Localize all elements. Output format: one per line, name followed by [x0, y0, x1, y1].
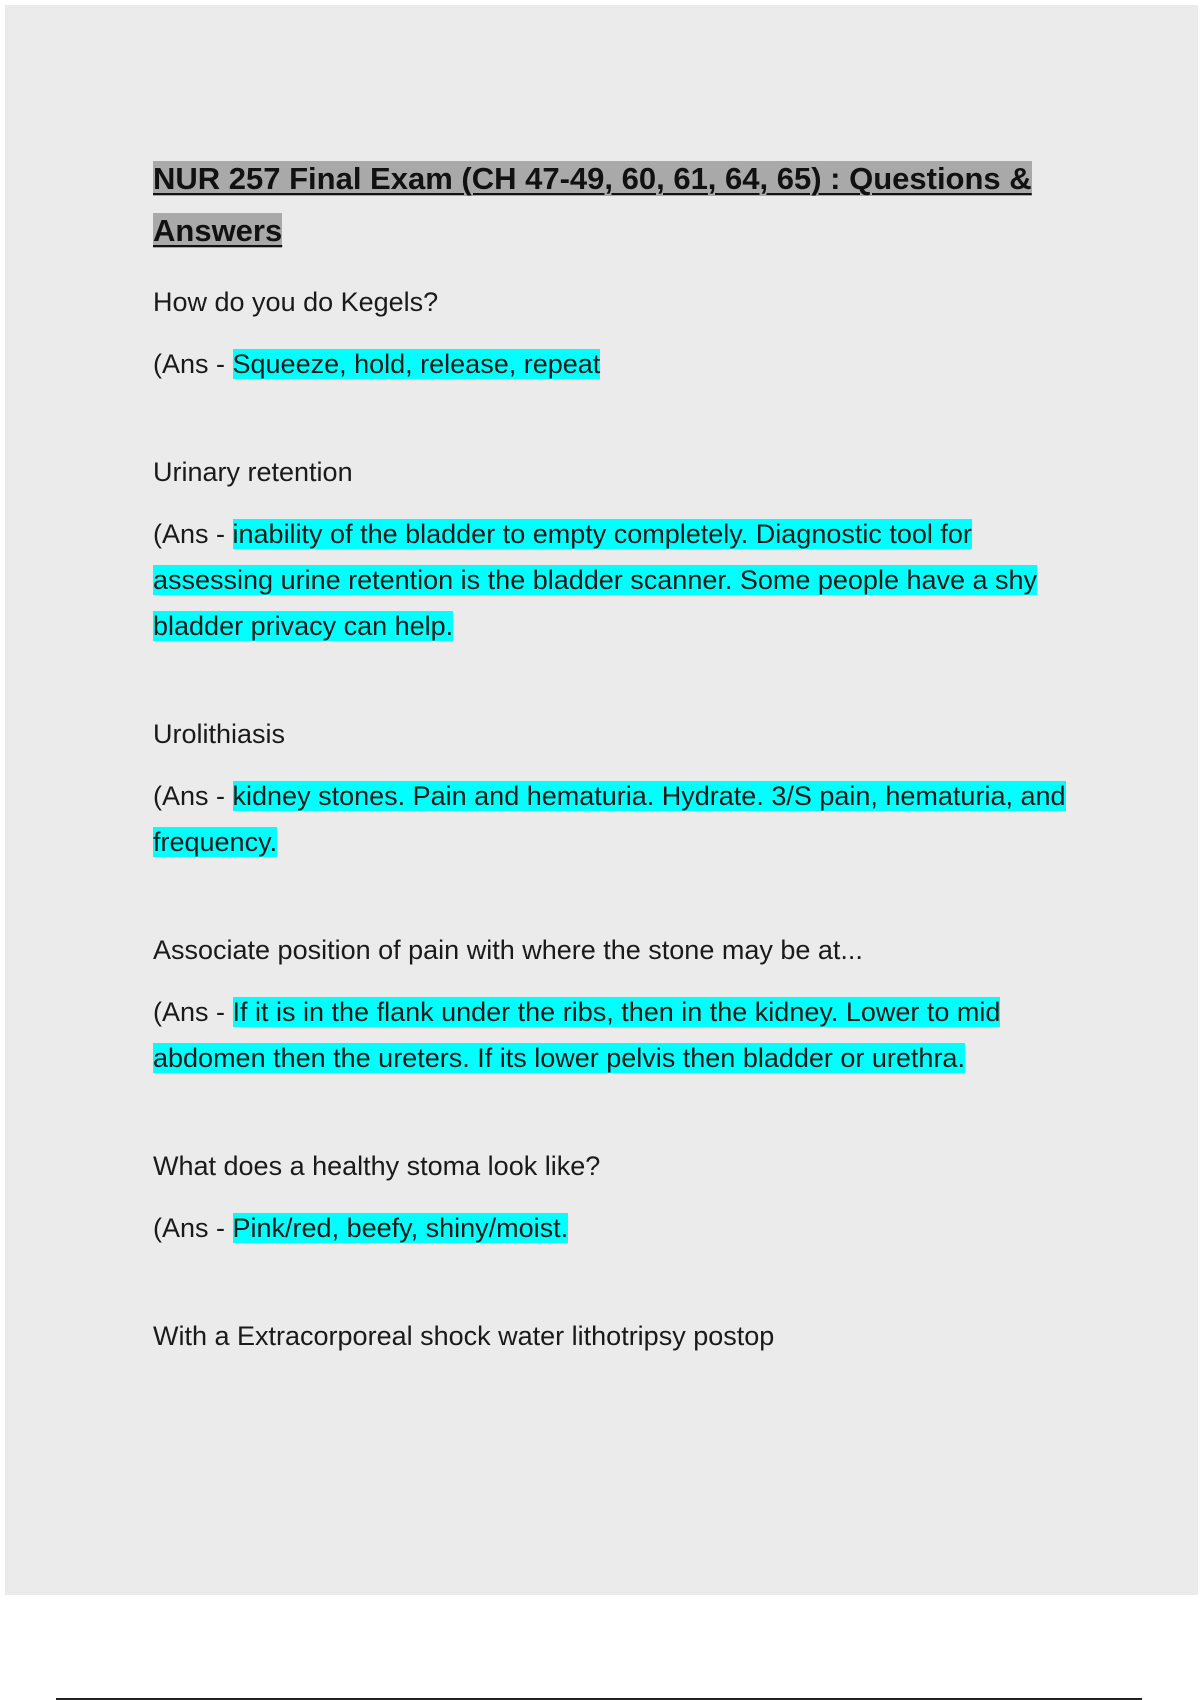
answer-prefix: (Ans - [153, 349, 233, 379]
document-title [153, 153, 1093, 257]
answer-highlight: inability of the bladder to empty completely. Diagnostic tool for assessing urine retention is the bladder scanner. Some people have a shy bladder privacy can help. [153, 519, 1038, 641]
answer-highlight: Squeeze, hold, release, repeat [232, 349, 601, 379]
qa-item-stone-position [153, 927, 1093, 1081]
question-text-lithotripsy: With a Extracorporeal shock water lithotripsy postop [153, 1321, 775, 1351]
answer-prefix: (Ans - [153, 519, 233, 549]
question-text: Urinary retention [153, 457, 353, 487]
answer-text [153, 341, 1093, 387]
document-content [153, 153, 1093, 1359]
question-text: How do you do Kegels? [153, 287, 439, 317]
answer-text [153, 989, 1093, 1081]
document-title-text: NUR 257 Final Exam (CH 47-49, 60, 61, 64, 65) : Questions & Answers [153, 161, 1032, 248]
answer-text [153, 511, 1093, 649]
answer-highlight: Pink/red, beefy, shiny/moist. [232, 1213, 569, 1243]
qa-item-urolithiasis [153, 711, 1093, 865]
answer-prefix: (Ans - [153, 781, 233, 811]
question-text: What does a healthy stoma look like? [153, 1151, 601, 1181]
question-text: Associate position of pain with where the stone may be at... [153, 935, 863, 965]
answer-text [153, 773, 1093, 865]
answer-prefix: (Ans - [153, 997, 233, 1027]
answer-prefix: (Ans - [153, 1213, 233, 1243]
answer-highlight: kidney stones. Pain and hematuria. Hydrate. 3/S pain, hematuria, and frequency. [153, 781, 1066, 857]
qa-item-kegels [153, 279, 1093, 387]
page-bottom-margin [0, 1595, 1200, 1700]
answer-text [153, 1205, 1093, 1251]
qa-item-urinary-retention [153, 449, 1093, 649]
qa-item-healthy-stoma [153, 1143, 1093, 1251]
answer-highlight: If it is in the flank under the ribs, then in the kidney. Lower to mid abdomen then the ureters. If its lower pelvis then bladder or urethra. [153, 997, 1001, 1073]
document-page [5, 5, 1198, 1595]
question-text: Urolithiasis [153, 719, 286, 749]
